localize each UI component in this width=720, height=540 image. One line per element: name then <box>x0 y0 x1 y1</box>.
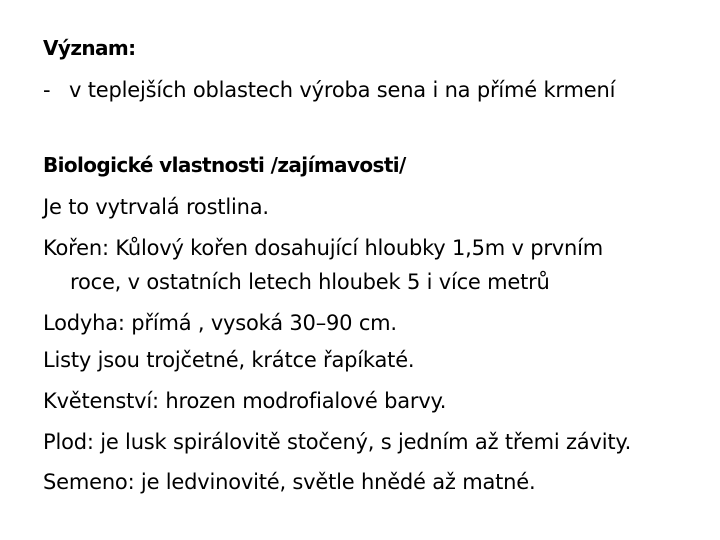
text-line-fruit: Plod: je lusk spirálovitě stočený, s jedním až třemi závity. <box>43 430 632 454</box>
heading-vyznam: Význam: <box>43 36 136 60</box>
text-line-stem: Lodyha: přímá , vysoká 30–90 cm. <box>43 311 397 335</box>
heading-biologicke-vlastnosti: Biologické vlastnosti /zajímavosti/ <box>43 153 406 177</box>
bullet-item <box>43 76 615 104</box>
text-line-root: Kořen: Kůlový kořen dosahující hloubky 1,5m v prvním <box>43 236 604 260</box>
text-line-inflorescence: Květenství: hrozen modrofialové barvy. <box>43 389 447 413</box>
text-line-root-continued: roce, v ostatních letech hloubek 5 i více metrů <box>70 270 550 294</box>
text-line-perennial: Je to vytrvalá rostlina. <box>43 195 269 219</box>
text-line-seed: Semeno: je ledvinovité, světle hnědé až matné. <box>43 470 536 494</box>
text-line-leaves: Listy jsou trojčetné, krátce řapíkaté. <box>43 348 415 372</box>
bullet-text: v teplejších oblastech výroba sena i na přímé krmení <box>69 78 616 102</box>
bullet-dash: - <box>43 78 51 102</box>
